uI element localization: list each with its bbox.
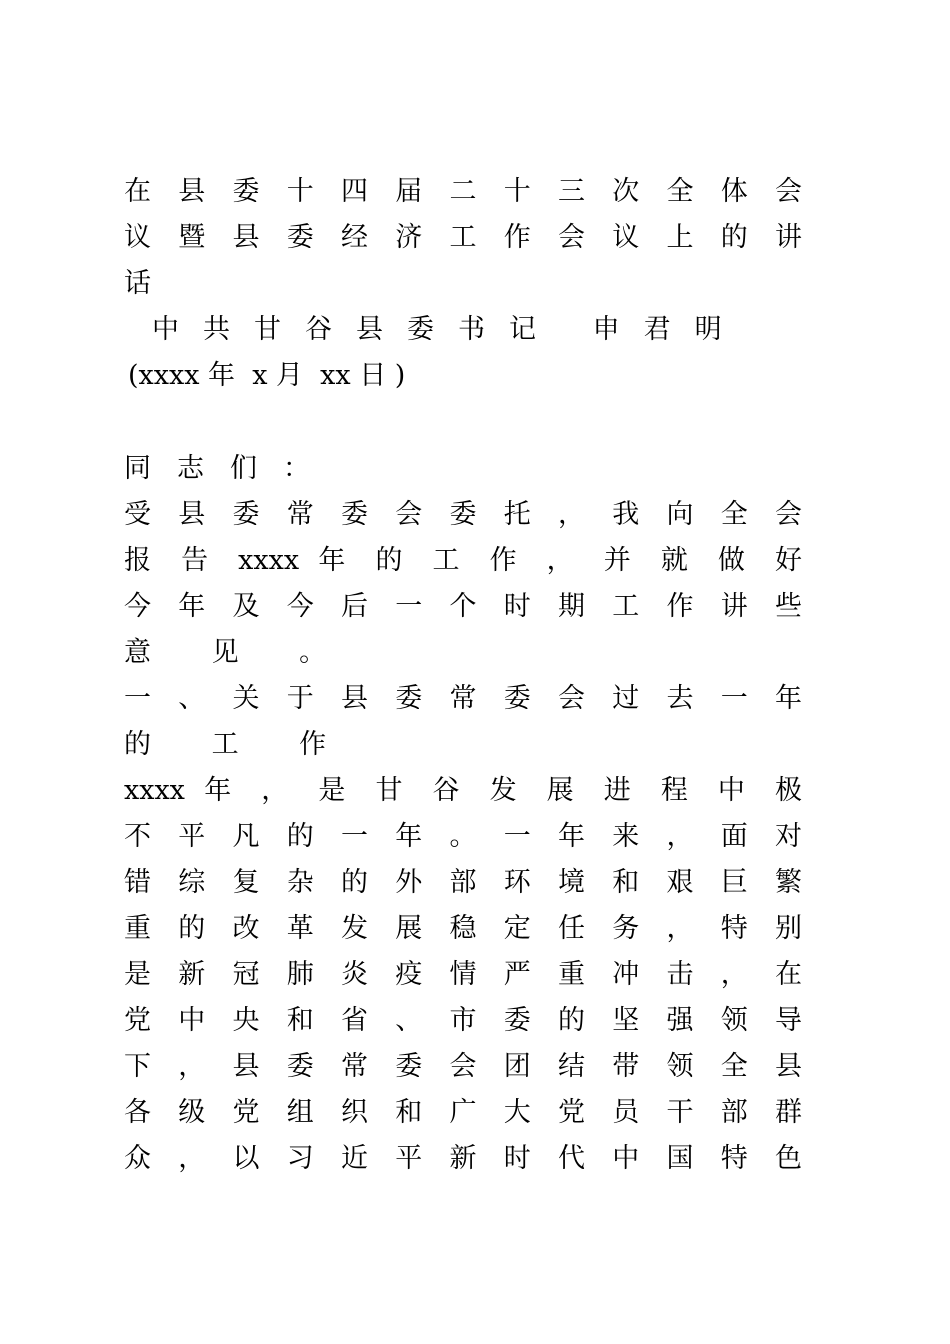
body-line-3: 错 综 复 杂 的 外 部 环 境 和 艰 巨 繁 [124, 867, 802, 898]
body-line-8: 各 级 党 组 织 和 广 大 党 员 干 部 群 [124, 1097, 802, 1128]
body-line-7: 下 ， 县 委 常 委 会 团 结 带 领 全 县 [124, 1051, 802, 1082]
title-line-2: 议 暨 县 委 经 济 工 作 会 议 上 的 讲 [124, 222, 802, 253]
intro-line-3: 今 年 及 今 后 一 个 时 期 工 作 讲 些 [124, 591, 802, 622]
date-line: (xxxx 年 x 月 xx 日 ) [128, 360, 406, 391]
intro-line-4: 意 见 。 [124, 637, 353, 668]
salutation: 同志们： [124, 453, 336, 484]
title-line-1: 在 县 委 十 四 届 二 十 三 次 全 体 会 [124, 176, 802, 207]
section-heading-line-1: 一 、 关 于 县 委 常 委 会 过 去 一 年 [124, 683, 802, 714]
body-line-6: 党 中 央 和 省 、 市 委 的 坚 强 领 导 [124, 1005, 802, 1036]
body-line-2: 不 平 凡 的 一 年 。 一 年 来 ， 面 对 [124, 821, 802, 852]
body-line-4: 重 的 改 革 发 展 稳 定 任 务 ， 特 别 [124, 913, 802, 944]
title-line-3: 话 [124, 268, 177, 299]
intro-line-1: 受 县 委 常 委 会 委 托 ， 我 向 全 会 [124, 499, 802, 530]
author-line: 中共甘谷县委书记 申君明 [152, 314, 746, 345]
body-line-9: 众 ， 以 习 近 平 新 时 代 中 国 特 色 [124, 1143, 802, 1174]
section-heading-line-2: 的 工 作 [124, 729, 353, 760]
body-line-1: xxxx 年 ， 是 甘 谷 发 展 进 程 中 极 [124, 775, 802, 806]
body-line-5: 是 新 冠 肺 炎 疫 情 严 重 冲 击 ， 在 [124, 959, 802, 990]
intro-line-2: 报 告 xxxx 年 的 工 作 ， 并 就 做 好 [124, 545, 802, 576]
